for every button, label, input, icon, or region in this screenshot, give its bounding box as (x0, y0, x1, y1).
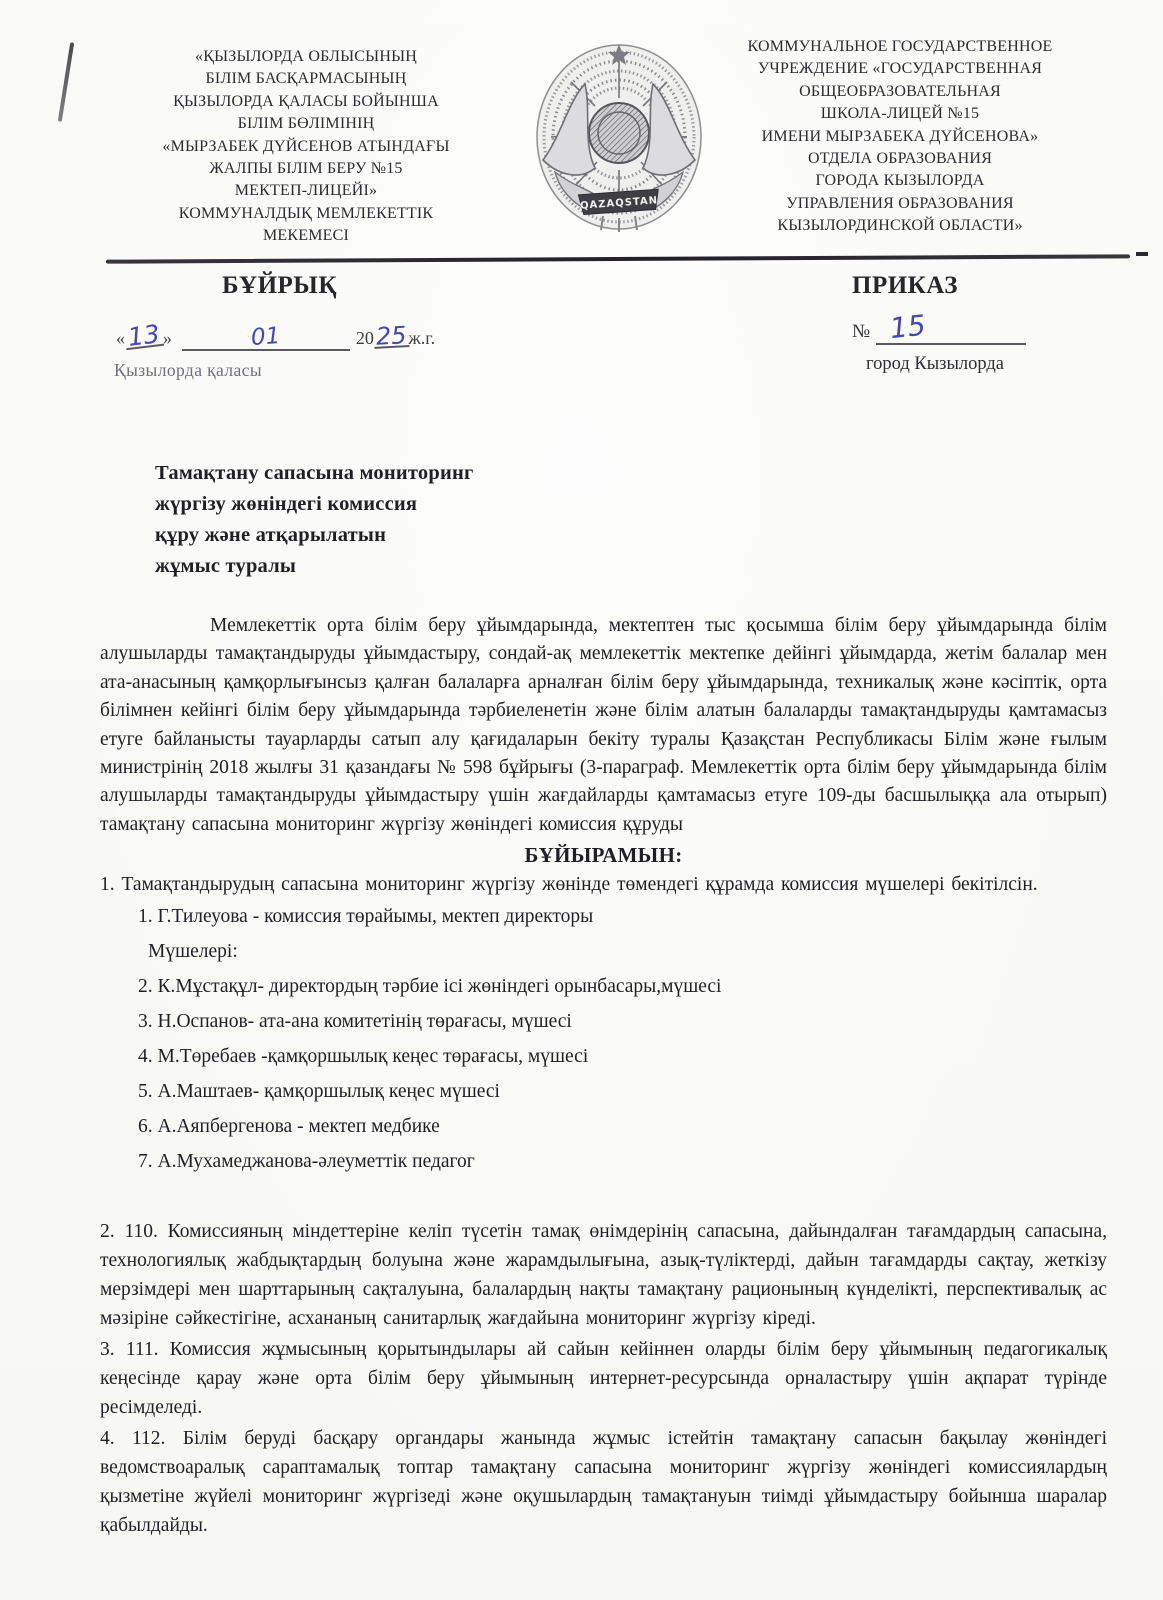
order-number-line (852, 308, 1026, 346)
org-line: БІЛІМ БӨЛІМІНІҢ (237, 115, 375, 133)
order-subject (155, 458, 1107, 582)
order-item-1: 1. Тамақтандырудың сапасына мониторинг жүргізу жөнінде төмендегі құрамда комиссия мүшелері бекітілсін. (100, 874, 1038, 896)
document-body (100, 458, 1107, 1540)
subject-line: жұмыс туралы (155, 555, 297, 577)
handwritten-year: 25 (375, 321, 407, 351)
org-line: МЕКЕМЕСІ (262, 227, 350, 245)
subject-line: жүргізу жөніндегі комиссия (155, 493, 418, 515)
commission-member: 2. К.Мұстақұл- директордың тәрбие ісі жөніндегі орынбасары,мүшесі (138, 976, 722, 998)
commission-member: 7. А.Мухамеджанова-әлеуметтік педагог (138, 1151, 475, 1173)
number-label: № (852, 321, 871, 342)
org-line: ҚЫЗЫЛОРДА ҚАЛАСЫ БОЙЫНША (173, 92, 439, 110)
place-russian: город Кызылорда (866, 354, 1005, 374)
org-line: ЖАЛПЫ БІЛІМ БЕРУ №15 (209, 160, 403, 178)
order-item-2: 2. 110. Комиссияның міндеттеріне келіп түсетін тамақ өнімдерінің сапасына, дайындалған тағамдардың сапасына, технологиялық жабдықтардың болуына және жарамдылығына, азық-түліктерді, дайын тағамдарды сақтау, жеткізу мерзімдері мен шарттарының сақталуына, балалардың нақты тамақтану рационының күнделікті, перспективалық ас мәзіріне сәйкестігіне, асхананың санитарлық жағдайына мониторинг жүргізу кіреді. (100, 1221, 1107, 1330)
org-line: МЕКТЕП-ЛИЦЕЙІ» (234, 182, 378, 200)
org-line: КОММУНАЛЬНОЕ ГОСУДАРСТВЕННОЕ (747, 38, 1053, 55)
date-open-quote: « (116, 328, 125, 348)
order-item-4: 4. 112. Білім беруді басқару органдары жанында жұмыс істейтін тамақтану сапасын бақылау жөніндегі ведомствоаралық сараптамалық топтар тамақтану сапасына мониторинг жүргізу жөніндегі комиссиялардың қызметіне жүйелі мониторинг жүргізеді және оқушылардың тамақтануын тиімді ұйымдастыру бойынша шаралар қабылдайды. (100, 1428, 1107, 1537)
org-line: «МЫРЗАБЕК ДҮЙСЕНОВ АТЫНДАҒЫ (162, 137, 450, 155)
org-line: БІЛІМ БАСҚАРМАСЫНЫҢ (205, 70, 407, 88)
decree-heading: БҰЙЫРАМЫН: (524, 843, 683, 868)
org-line: ШКОЛА-ЛИЦЕЙ №15 (820, 105, 980, 123)
subject-line: Тамақтану сапасына мониторинг (155, 462, 474, 484)
handwritten-day: 13 (124, 324, 164, 350)
date-close-quote: » (162, 328, 172, 348)
place-kazakh: Қызылорда қаласы (114, 360, 262, 380)
order-date-line (116, 319, 436, 352)
org-line: УПРАВЛЕНИЯ ОБРАЗОВАНИЯ (786, 194, 1014, 212)
commission-member: 4. М.Төребаев -қамқоршылық кеңес төрағасы, мүшесі (138, 1046, 589, 1068)
org-line: УЧРЕЖДЕНИЕ «ГОСУДАРСТВЕННАЯ (757, 60, 1043, 78)
pen-scan-mark (58, 42, 74, 122)
org-line: ОБЩЕОБРАЗОВАТЕЛЬНАЯ (799, 82, 1001, 100)
preamble-paragraph: Мемлекеттік орта білім беру ұйымдарында, мектептен тыс қосымша білім беру ұйымдарында білім алушыларды тамақтандыруды ұйымдастыру, сондай-ақ мемлекеттік мектепке дейінгі ұйымдарда, жетім балалар мен ата-анасының қамқорлығынсыз қалған балаларға арналған білім беру ұйымдарында, техникалық және кәсіптік, орта білімнен кейінгі білім беру ұйымдарында тәрбиеленетін және білім алатын балаларды тамақтандыруды қамтамасыз етуге байланысты тауарларды сатып алу қағидаларын бекіту туралы Қазақстан Республикасы Білім және ғылым министрінің 2018 жылғы 31 қазандағы № 598 бұйрығы (3-параграф. Мемлекеттік орта білім беру ұйымдарында білім алушыларды тамақтандыруды ұйымдастыру үшін жағдайларды қамтамасыз етуге 109-ды басшылыққа ала отырып) тамақтану сапасына мониторинг жүргізу жөніндегі комиссия құруды (100, 615, 1107, 835)
handwritten-month: 01 (250, 323, 282, 351)
header-divider-line (106, 254, 1130, 263)
order-item-3: 3. 111. Комиссия жұмысының қорытындылары ай сайын кейіннен оларды білім беру ұйымының педагогикалық кеңесінде қарау және орта білім беру ұйымының интернет-ресурсында орналастыру үшін ақпарат түрінде ресімделеді. (100, 1339, 1107, 1419)
org-line: КОММУНАЛДЫҚ МЕМЛЕКЕТТІК (178, 204, 434, 222)
org-line: «ҚЫЗЫЛОРДА ОБЛЫСЫНЫҢ (195, 48, 417, 65)
kazakhstan-coat-of-arms-icon (533, 40, 705, 238)
handwritten-number: 15 (888, 308, 928, 346)
org-line: ИМЕНИ МЫРЗАБЕКА ДҮЙСЕНОВА» (761, 127, 1039, 145)
commission-list (100, 899, 1107, 1179)
order-title-kazakh: БҰЙРЫҚ (222, 272, 337, 299)
commission-member: 3. Н.Оспанов- ата-ана комитетінің төрағасы, мүшесі (138, 1011, 572, 1033)
org-line: ГОРОДА КЫЗЫЛОРДА (815, 172, 985, 190)
org-name-russian (698, 36, 1102, 238)
commission-member: 6. А.Аяпбергенова - мектеп медбике (138, 1116, 440, 1138)
emblem-banner-text: QAZAQSTAN (579, 195, 659, 212)
org-line: ОТДЕЛА ОБРАЗОВАНИЯ (807, 150, 993, 168)
date-year-printed: 20 (355, 328, 374, 348)
header-divider-dash (1136, 252, 1148, 256)
org-line: КЫЗЫЛОРДИНСКОЙ ОБЛАСТИ» (777, 217, 1023, 235)
order-title-russian: ПРИКАЗ (852, 272, 958, 299)
org-name-kazakh (126, 46, 486, 248)
commission-members-label: Мүшелері: (148, 941, 238, 963)
commission-chair: 1. Г.Тилеуова - комиссия төрайымы, мектеп директоры (138, 906, 594, 928)
date-suffix: ж.г. (408, 328, 436, 348)
commission-member: 5. А.Маштаев- қамқоршылық кеңес мүшесі (138, 1081, 500, 1103)
subject-line: құру және атқарылатын (155, 524, 387, 546)
